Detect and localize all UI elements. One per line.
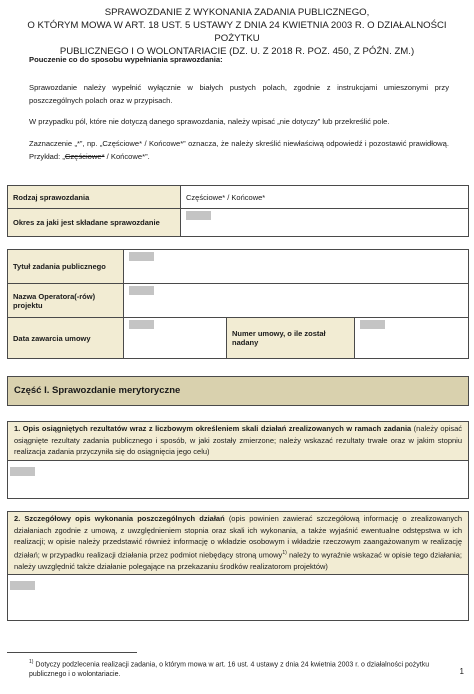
footnote: $^{1)}$ Dotyczy podzlecenia realizacji zadania, o którym mowa w art. 16 ust. 4 ustawy z dnia 24 kwietnia 2003 r. o działalności pożytku publicznego i o wolontariacie. — [29, 659, 430, 679]
title-line-2: O KTÓRYM MOWA W ART. 18 UST. 5 USTAWY Z DNIA 24 KWIETNIA 2003 R. O DZIAŁALNOŚCI POŻYTKU — [27, 20, 447, 44]
field-placeholder — [10, 467, 35, 476]
footnote-divider — [7, 652, 137, 653]
contract-date-label: Data zawarcia umowy — [8, 318, 124, 359]
task-title-field[interactable] — [124, 250, 469, 284]
instructions-heading: Pouczenie co do sposobu wypełniania sprawozdania: — [29, 55, 223, 64]
page-number: 1 — [459, 667, 464, 676]
report-type-label: Rodzaj sprawozdania — [8, 186, 181, 209]
struck-example: Częściowe* — [64, 151, 105, 161]
section-title: Część I. Sprawozdanie merytoryczne — [7, 376, 469, 406]
task-title-label: Tytuł zadania publicznego — [8, 250, 124, 284]
report-type-field[interactable]: Częściowe* / Końcowe* — [181, 186, 469, 209]
instructions-para-1: Sprawozdanie należy wypełnić wyłącznie w białych pustych polach, zgodnie z instrukcjami umieszonymi przy poszczególnych polach oraz w przypisach. — [29, 83, 449, 105]
field-placeholder — [129, 286, 154, 295]
instructions-para-3: Zaznaczenie „*”, np. „Częściowe* / Końcowe*” oznacza, że należy skreślić niewłaściwą odpowiedź i pozostawić prawidłową. Przykład: „Częściowe* / Końcowe*”. — [29, 139, 449, 161]
question-1-text: 1. Opis osiągniętych rezultatów wraz z liczbowym określeniem skali działań zrealizowanych w ramach zadania (należy opisać osiągnięte rezultaty zadania publicznego i sposób, w jaki zostały zmierzone; należy wskazać rezultaty trwałe oraz w jakim stopniu realizacja zadania przyczyniła się do osiągnięcia jego celu) — [8, 422, 468, 461]
title-line-1: SPRAWOZDANIE Z WYKONANIA ZADANIA PUBLICZNEGO, — [104, 7, 370, 18]
instructions-para-2: W przypadku pól, które nie dotyczą danego sprawozdania, należy wpisać „nie dotyczy” lub przekreślić pole. — [29, 117, 390, 126]
field-placeholder — [129, 252, 154, 261]
document-title — [20, 6, 454, 58]
question-2-text: 2. Szczegółowy opis wykonania poszczególnych działań (opis powinien zawierać szczegółową informację o zrealizowanych działaniach zgodnie z umową, z uwzględnieniem stopnia oraz skali ich wykonania, a także wyjaśnić ewentualne odstępstwa w ich realizacji; w opisie należy przedstawić również informację o wkładzie osobowym i wkładzie rzeczowym zaangażowanym w realizację działań; w przypadku realizacji działania przez podmiot niebędący stroną umowy$^{1)}$ należy to wyraźnie wskazać w opisie tego działania; należy uwzględnić także działanie polegające na przekazaniu środków realizatorom projektów) — [8, 512, 468, 575]
report-period-label: Okres za jaki jest składane sprawozdanie — [8, 209, 181, 237]
question-2-answer-field[interactable] — [8, 575, 468, 597]
field-placeholder — [10, 581, 35, 590]
question-2-box — [7, 511, 469, 621]
field-placeholder — [129, 320, 154, 329]
contract-number-label: Numer umowy, o ile został nadany — [227, 318, 355, 359]
contract-number-field[interactable] — [355, 318, 469, 359]
question-1-answer-field[interactable] — [8, 461, 468, 483]
question-1-box — [7, 421, 469, 499]
report-period-field[interactable] — [181, 209, 469, 237]
operator-label: Nazwa Operatora(-rów) projektu — [8, 284, 124, 318]
operator-field[interactable] — [124, 284, 469, 318]
task-info-table — [7, 249, 469, 359]
title-line-3: PUBLICZNEGO I O WOLONTARIACIE (DZ. U. Z 2018 R. POZ. 450, Z PÓŹN. ZM.) — [59, 46, 415, 57]
field-placeholder — [360, 320, 385, 329]
report-type-table — [7, 185, 469, 237]
field-placeholder — [186, 211, 211, 220]
contract-date-field[interactable] — [124, 318, 227, 359]
